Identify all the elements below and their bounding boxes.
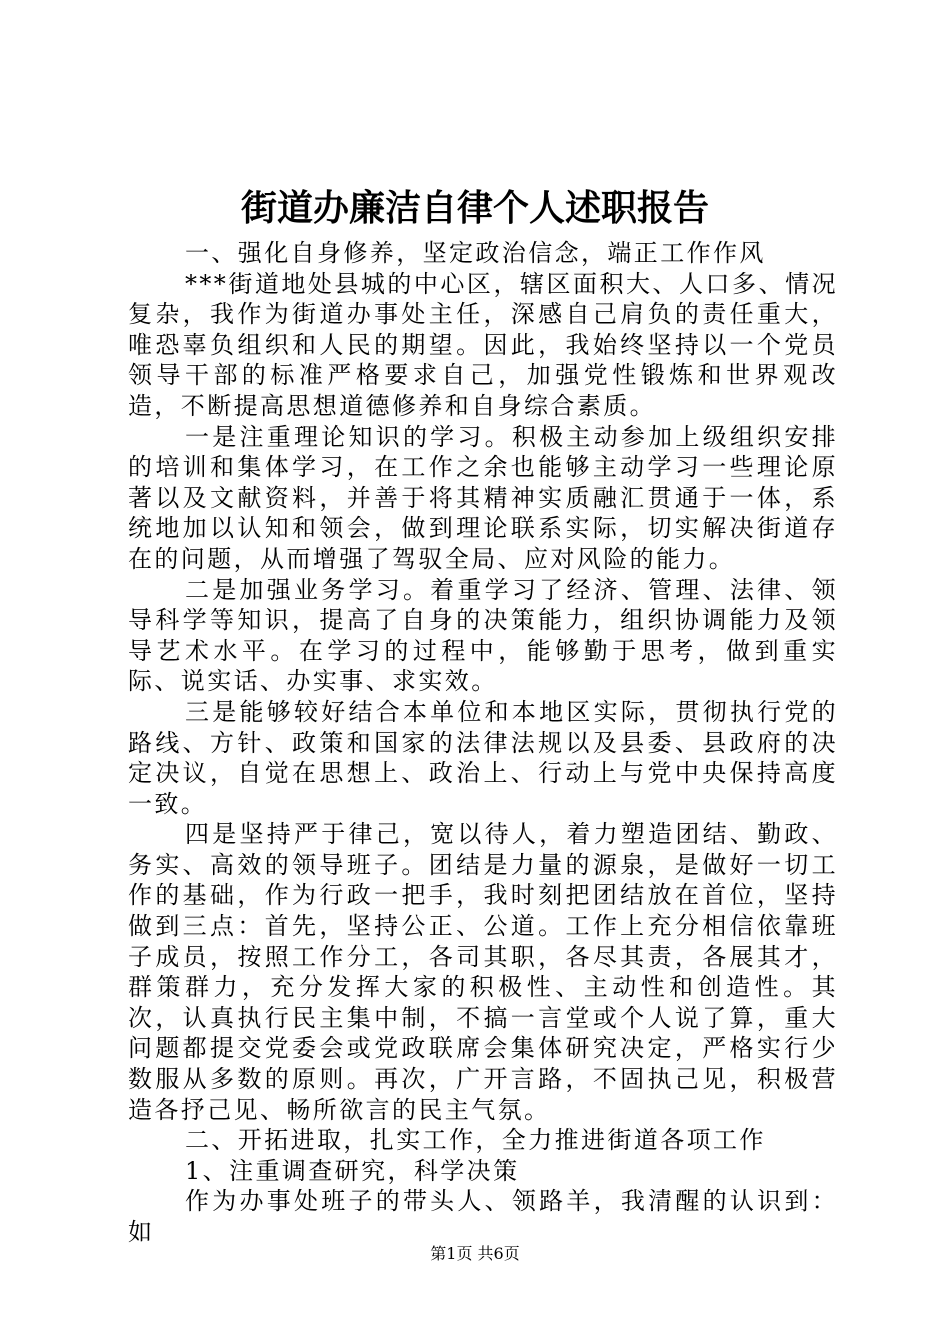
page-footer: 第1页 共6页 bbox=[430, 1244, 520, 1263]
section-heading-1: 一、强化自身修养，坚定政治信念，端正工作作风 bbox=[185, 239, 766, 267]
paragraph-business-study: 二是加强业务学习。着重学习了经济、管理、法律、领导科学等知识，提高了自身的决策能力，组织协调能力及领导艺术水平。在学习的过程中，能够勤于思考，做到重实际、说实话、办实事、求实效。 bbox=[128, 575, 838, 696]
paragraph-intro: ***街道地处县城的中心区，辖区面积大、人口多、情况复杂，我作为街道办事处主任，深感自己肩负的责任重大，唯恐辜负组织和人民的期望。因此，我始终坚持以一个党员领导干部的标准严格要求自己，加强党性锻炼和世界观改造，不断提高思想道德修养和自身综合素质。 bbox=[128, 269, 838, 420]
paragraph-theory-study: 一是注重理论知识的学习。积极主动参加上级组织安排的培训和集体学习，在工作之余也能够主动学习一些理论原著以及文献资料，并善于将其精神实质融汇贯通于一体，系统地加以认知和领会，做到理论联系实际，切实解决街道存在的问题，从而增强了驾驭全局、应对风险的能力。 bbox=[128, 422, 838, 573]
subsection-heading-1: 1、注重调查研究，科学决策 bbox=[185, 1156, 520, 1185]
paragraph-discipline: 四是坚持严于律己，宽以待人，着力塑造团结、勤政、务实、高效的领导班子。团结是力量的源泉，是做好一切工作的基础，作为行政一把手，我时刻把团结放在首位，坚持做到三点：首先，坚持公正、公道。工作上充分相信依靠班子成员，按照工作分工，各司其职，各尽其责，各展其才，群策群力，充分发挥大家的积极性、主动性和创造性。其次，认真执行民主集中制，不搞一言堂或个人说了算，重大问题都提交党委会或党政联席会集体研究决定，严格实行少数服从多数的原则。再次，广开言路，不固执己见，积极营造各抒己见、畅所欲言的民主气氛。 bbox=[128, 820, 838, 1124]
paragraph-leader: 作为办事处班子的带头人、领路羊，我清醒的认识到：如 bbox=[128, 1187, 838, 1246]
section-heading-2: 二、开拓进取，扎实工作，全力推进街道各项工作 bbox=[185, 1126, 766, 1155]
document-title: 街道办廉洁自律个人述职报告 bbox=[240, 187, 709, 229]
document-body bbox=[128, 238, 838, 1248]
paragraph-policy: 三是能够较好结合本单位和本地区实际，贯彻执行党的路线、方针、政策和国家的法律法规以及县委、县政府的决定决议，自觉在思想上、政治上、行动上与党中央保持高度一致。 bbox=[128, 697, 838, 818]
